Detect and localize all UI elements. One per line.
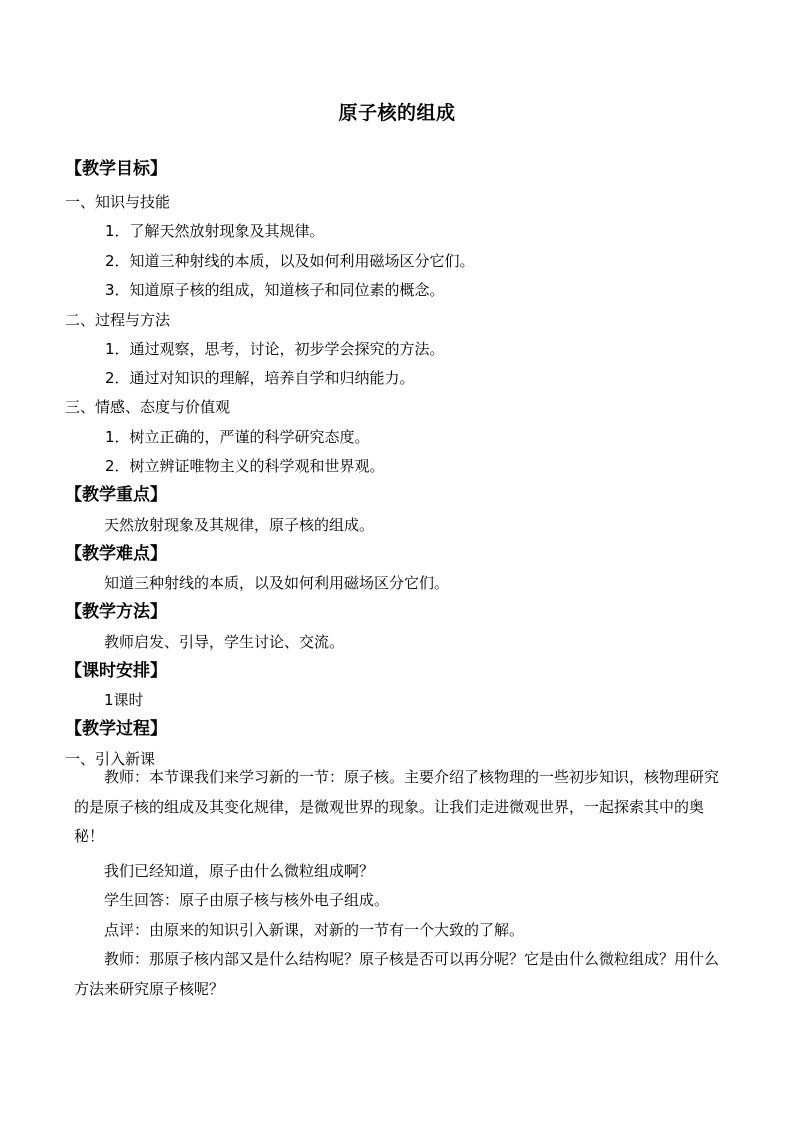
- section-heading: 【课时安排】: [65, 661, 167, 681]
- text-line: 2．知道三种射线的本质，以及如何利用磁场区分它们。: [105, 252, 475, 270]
- section-heading: 【教学难点】: [65, 544, 167, 564]
- section-heading: 【教学方法】: [65, 602, 167, 622]
- document-title: 原子核的组成: [338, 102, 456, 124]
- paragraph: 教师：那原子核内部又是什么结构呢？原子核是否可以再分呢？它是由什么微粒组成？用什么方法来研究原子核呢？: [74, 950, 720, 998]
- text-line: 2．树立辨证唯物主义的科学观和世界观。: [105, 457, 385, 475]
- text-line: 教师启发、引导，学生讨论、交流。: [104, 633, 345, 651]
- text-line: 一、知识与技能: [65, 193, 171, 211]
- text-line: 知道三种射线的本质，以及如何利用磁场区分它们。: [104, 574, 450, 592]
- text-line: 一、引入新课: [65, 750, 156, 768]
- text-line: 三、情感、态度与价值观: [65, 398, 231, 416]
- text-line: 1课时: [104, 691, 144, 709]
- paragraph: 教师：本节课我们来学习新的一节：原子核。主要介绍了核物理的一些初步知识，核物理研究的是原子核的组成及其变化规律，是微观世界的现象。让我们走进微观世界，一起探索其中的奥秘！: [74, 768, 720, 845]
- text-line: 2．通过对知识的理解，培养自学和归纳能力。: [105, 369, 415, 387]
- paragraph: 我们已经知道，原子由什么微粒组成啊？: [104, 862, 375, 880]
- text-line: 1．了解天然放射现象及其规律。: [105, 222, 325, 240]
- text-line: 1．树立正确的，严谨的科学研究态度。: [105, 428, 370, 446]
- text-line: 天然放射现象及其规律，原子核的组成。: [104, 516, 375, 534]
- text-line: 3．知道原子核的组成，知道核子和同位素的概念。: [105, 281, 445, 299]
- text-line: 二、过程与方法: [65, 311, 171, 329]
- paragraph: 学生回答：原子由原子核与核外电子组成。: [104, 891, 390, 909]
- section-heading: 【教学目标】: [65, 159, 167, 179]
- section-heading: 【教学重点】: [65, 485, 167, 505]
- paragraph: 点评：由原来的知识引入新课，对新的一节有一个大致的了解。: [104, 921, 525, 939]
- text-line: 1．通过观察，思考，讨论，初步学会探究的方法。: [105, 340, 445, 358]
- section-heading: 【教学过程】: [65, 719, 167, 739]
